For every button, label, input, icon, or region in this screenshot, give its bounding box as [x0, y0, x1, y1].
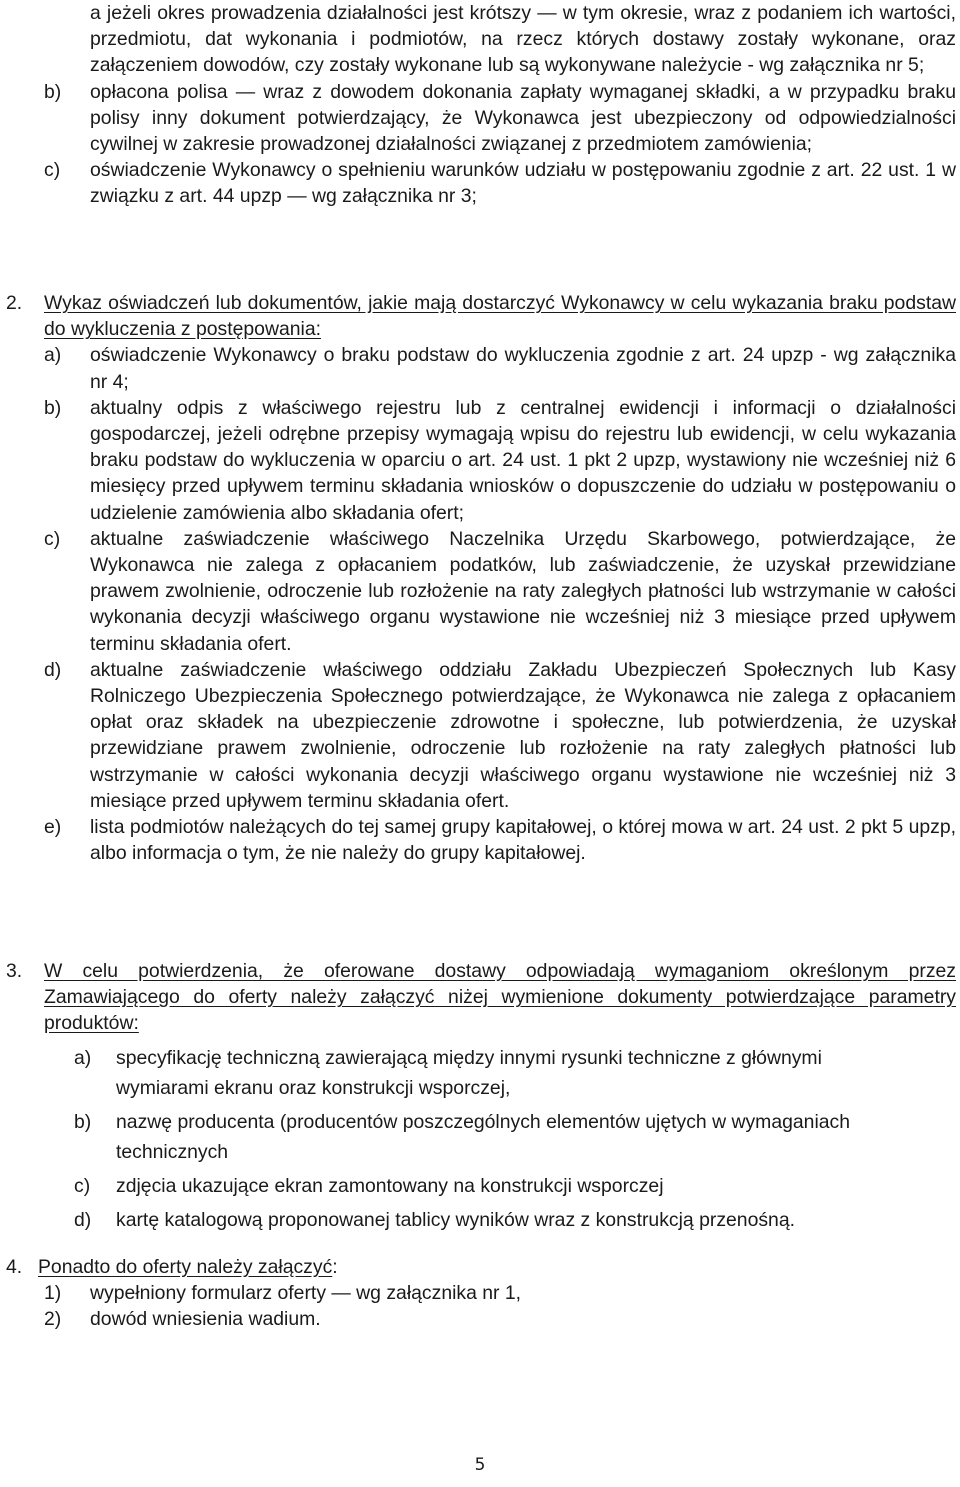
- list-item-label: b): [44, 80, 62, 103]
- section-3: [6, 958, 956, 1235]
- list-item-text: aktualne zaświadczenie właściwego oddziału Zakładu Ubezpieczeń Społecznych lub Kasy Rolniczego Ubezpieczenia Społecznego potwierdzające, że Wykonawca nie zalega z opłacaniem opłat oraz składek na ubezpieczenie zdrowotne i społeczne, lub potwierdzenia, że uzyskał przewidziane prawem zwolnienie, odroczenie lub rozłożenie na raty zaległych płatności lub wstrzymanie w całości wykonania decyzji właściwego organu wystawione nie wcześniej niż 3 miesiące przed upływem terminu składania ofert.: [90, 658, 956, 812]
- list-item-text: oświadczenie Wykonawcy o spełnieniu warunków udziału w postępowaniu zgodnie z art. 22 ust. 1 w związku z art. 44 upzp — wg załącznika nr 3;: [90, 159, 956, 208]
- list-item-label: a): [44, 344, 62, 367]
- section-2-heading: [6, 290, 956, 342]
- list-item-e: [44, 814, 956, 866]
- section-number: 4.: [6, 1256, 23, 1278]
- list-item-text: lista podmiotów należących do tej samej grupy kapitałowej, o której mowa w art. 24 ust. 2 pkt 5 upzp, albo informacja o tym, że nie należy do grupy kapitałowej.: [90, 816, 956, 865]
- section-4-heading: [6, 1254, 956, 1280]
- list-item-label: d): [44, 658, 62, 681]
- list-item-c: [44, 526, 956, 657]
- list-item-d: [44, 657, 956, 814]
- list-item-1: [44, 1280, 956, 1306]
- section-number: 2.: [6, 292, 23, 314]
- list-item-text: oświadczenie Wykonawcy o braku podstaw do wykluczenia zgodnie z art. 24 upzp - wg załącznika nr 4;: [90, 344, 956, 393]
- list-item-b: [44, 395, 956, 526]
- list-item-text: nazwę producenta (producentów poszczególnych elementów ujętych w wymaganiach technicznych: [116, 1110, 851, 1163]
- list-item-text: dowód wniesienia wadium.: [90, 1308, 321, 1331]
- section-4: [6, 1254, 956, 1333]
- section-heading-colon: :: [332, 1256, 338, 1278]
- list-item-a: [74, 1043, 864, 1103]
- list-item-c: [44, 157, 956, 209]
- section-heading-text: Wykaz oświadczeń lub dokumentów, jakie mają dostarczyć Wykonawcy w celu wykazania braku podstaw do wykluczenia z postępowania:: [44, 292, 956, 341]
- list-item-continuation: [44, 0, 956, 79]
- section-heading-text: W celu potwierdzenia, że oferowane dostawy odpowiadają wymaganiom określonym przez Zamawiającego do oferty należy załączyć niżej wymienione dokumenty potwierdzające parametry produktów:: [44, 960, 956, 1035]
- top-block: [44, 0, 956, 210]
- list-item-text: wypełniony formularz oferty — wg załącznika nr 1,: [90, 1282, 522, 1305]
- list-item-text: kartę katalogową proponowanej tablicy wyników wraz z konstrukcją przenośną.: [116, 1208, 796, 1231]
- section-2: [6, 290, 956, 866]
- list-item-label: b): [44, 396, 62, 419]
- list-item-2: [44, 1306, 956, 1332]
- section-heading-text: Ponadto do oferty należy załączyć: [38, 1256, 333, 1278]
- list-item-label: b): [74, 1110, 92, 1133]
- list-item-text: specyfikację techniczną zawierającą między innymi rysunki techniczne z głównymi wymiarami ekranu oraz konstrukcji wsporczej,: [116, 1046, 822, 1099]
- list-item-text: aktualne zaświadczenie właściwego Naczelnika Urzędu Skarbowego, potwierdzające, że Wykonawca nie zalega z opłacaniem podatków, lub zaświadczenie, że uzyskał przewidziane prawem zwolnienie, odroczenie lub rozłożenie na raty zaległych płatności lub wstrzymanie w całości wykonania decyzji właściwego organu wystawione nie wcześniej niż 3 miesiące przed upływem terminu składania ofert.: [90, 527, 956, 655]
- list-item-text: a jeżeli okres prowadzenia działalności jest krótszy — w tym okresie, wraz z podaniem ich wartości, przedmiotu, dat wykonania i podmiotów, na rzecz których dostawy zostały wykonane, oraz załączeniem dowodów, czy zostały wykonane lub są wykonywane należycie - wg załącznika nr 5;: [90, 2, 956, 77]
- list-item-label: a): [74, 1046, 92, 1069]
- list-item-label: c): [44, 159, 61, 182]
- list-item-text: opłacona polisa — wraz z dowodem dokonania zapłaty wymaganej składki, a w przypadku braku polisy inny dokument potwierdzający, że Wykonawca jest ubezpieczony od odpowiedzialności cywilnej w zakresie prowadzonej działalności związanej z przedmiotem zamówienia;: [90, 80, 956, 156]
- list-item-text: zdjęcia ukazujące ekran zamontowany na konstrukcji wsporczej: [116, 1174, 664, 1197]
- list-item-label: c): [74, 1174, 91, 1197]
- section-3-heading: [6, 958, 956, 1037]
- list-item-label: e): [44, 816, 62, 839]
- list-item-d: [74, 1205, 960, 1235]
- list-item-a: [44, 342, 956, 394]
- list-item-label: d): [74, 1208, 92, 1231]
- section-number: 3.: [6, 960, 23, 982]
- list-item-b: [44, 79, 956, 158]
- list-item-b: [74, 1107, 864, 1167]
- list-item-label: 2): [44, 1308, 62, 1331]
- list-item-label: c): [44, 527, 61, 550]
- list-item-c: [74, 1171, 864, 1201]
- list-item-text: aktualny odpis z właściwego rejestru lub z centralnej ewidencji i informacji o działalności gospodarczej, jeżeli odrębne przepisy wymagają wpisu do rejestru lub ewidencji, w celu wykazania braku podstaw do wykluczenia w oparciu o art. 24 ust. 1 pkt 2 upzp, wystawiony nie wcześniej niż 6 miesięcy przed upływem terminu składania wniosków o dopuszczenie do udziału w postępowaniu o udzielenie zamówienia albo składania ofert;: [90, 396, 956, 524]
- page-number: 5: [474, 1455, 486, 1475]
- list-item-label: 1): [44, 1282, 62, 1305]
